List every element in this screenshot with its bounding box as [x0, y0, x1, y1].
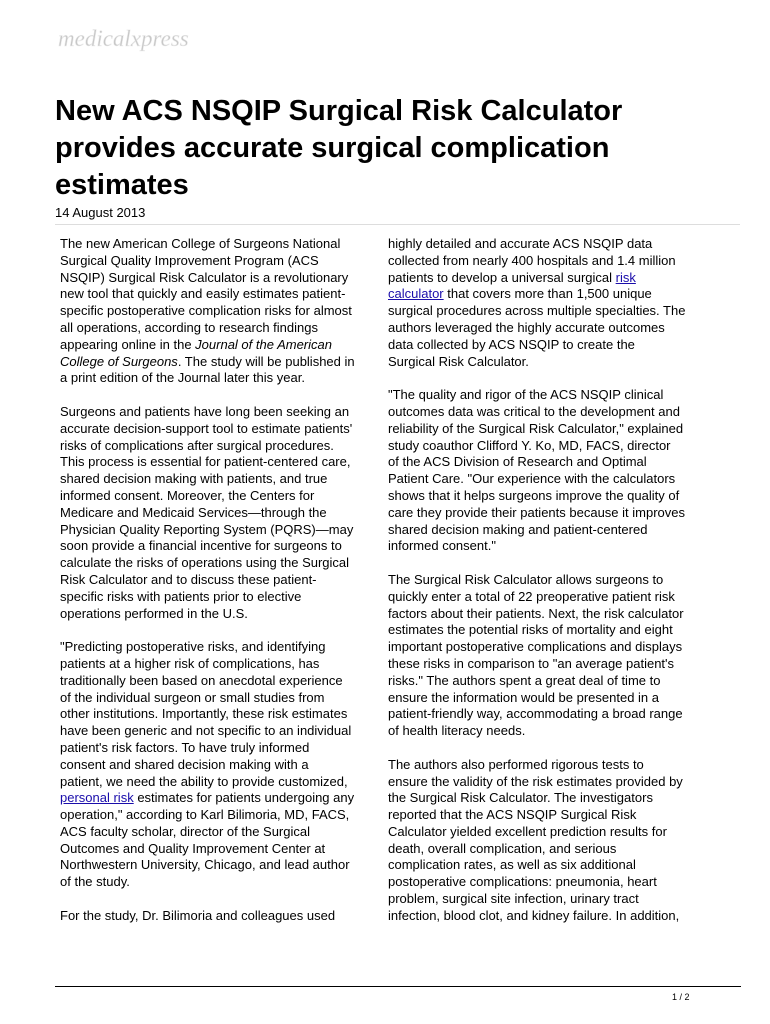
- paragraph: [60, 639, 382, 891]
- medicalxpress-logo-graphic: [58, 22, 208, 62]
- personal-risk-link[interactable]: personal risk: [60, 790, 134, 806]
- paragraph: For the study, Dr. Bilimoria and colleagues used: [60, 907, 336, 923]
- paragraph: Surgeons and patients have long been seeking an accurate decision-support tool to estimate patients' risks of complications after surgical procedures. This process is essential for patient-centered care, shared decision making with patients, and true informed consent. Moreover, the Centers for Medicare and Medicaid Services—through the Physician Quality Reporting System (PQRS)—may soon provide a financial incentive for surgeons to calculate the risks of operations using the Surgical Risk Calculator and to discuss these patient- specific risks with patients prior to elective operations performed in the U.S.: [60, 403, 354, 621]
- paragraph-text: estimates for patients undergoing any operation," according to Karl Bilimoria, MD, FACS, ACS faculty scholar, director of the Surgical Outcomes and Quality Improvement Center at Northwestern University, Chicago, and lead author of the study.: [60, 790, 355, 890]
- right-column: [388, 236, 720, 941]
- article-date: 14 August 2013: [55, 205, 146, 220]
- paragraph-text: . The study will be published in a print edition of the Journal later this year.: [60, 353, 355, 386]
- left-column: [60, 236, 382, 941]
- medicalxpress-logo: [58, 22, 208, 62]
- paragraph: "The quality and rigor of the ACS NSQIP clinical outcomes data was critical to the development and reliability of the Surgical Risk Calculator," explained study coauthor Clifford Y. Ko, MD, FACS, director of the ACS Division of Research and Optimal Patient Care. "Our experience with the calculators shows that it helps surgeons improve the quality of care they provide their patients because it improves shared decision making and patient-centered informed consent.": [388, 387, 685, 554]
- paragraph: The Surgical Risk Calculator allows surgeons to quickly enter a total of 22 preoperative patient risk factors about their patients. Next, the risk calculator estimates the potential risks of mortality and eight important postoperative complications and displays these risks in comparison to "an average patient's risks." The authors spent a great deal of time to ensure the information would be presented in a patient-friendly way, accommodating a broad range of health literacy needs.: [388, 571, 684, 739]
- paragraph-text: The new American College of Surgeons National Surgical Quality Improvement Program (ACS NSQIP) Surgical Risk Calculator is a revolutionary new tool that quickly and easily estimates patient- specific postoperative complication risks for almost all operations, according to research findings appearing online in the: [60, 236, 352, 352]
- journal-name: Journal of the American College of Surgeons: [60, 336, 332, 369]
- header-divider: [55, 224, 740, 225]
- footer-divider: [55, 986, 741, 987]
- paragraph-text: that covers more than 1,500 unique surgical procedures across multiple specialties. The authors leveraged the highly accurate outcomes data collected by ACS NSQIP to create the Surgical Risk Calculator.: [388, 286, 686, 369]
- logo-text: medicalxpress: [58, 26, 189, 51]
- paragraph: The authors also performed rigorous tests to ensure the validity of the risk estimates provided by the Surgical Risk Calculator. The investigators reported that the ACS NSQIP Surgical Risk Calculator yielded excellent prediction results for death, overall complication, and serious complication rates, as well as six additional postoperative complications: pneumonia, heart problem, surgical site infection, urinary tract infection, blood clot, and kidney failure. In addition,: [388, 756, 683, 923]
- paragraph: [60, 236, 382, 387]
- paragraph: [388, 236, 720, 370]
- page-number: 1 / 2: [672, 992, 690, 1002]
- risk-calculator-link[interactable]: risk calculator: [388, 269, 636, 302]
- article-title: New ACS NSQIP Surgical Risk Calculator provides accurate surgical complication estimates: [55, 95, 623, 201]
- paragraph-text: "Predicting postoperative risks, and identifying patients at a higher risk of complications, has traditionally been based on anecdotal experience of the individual surgeon or small studies from other institutions. Importantly, these risk estimates have been generic and not specific to an individual patient's risk factors. To have truly informed consent and shared decision making with a patient, we need the ability to provide customized,: [60, 639, 352, 789]
- paragraph-text: highly detailed and accurate ACS NSQIP data collected from nearly 400 hospitals and 1.4 million patients to develop a universal surgical: [388, 236, 676, 285]
